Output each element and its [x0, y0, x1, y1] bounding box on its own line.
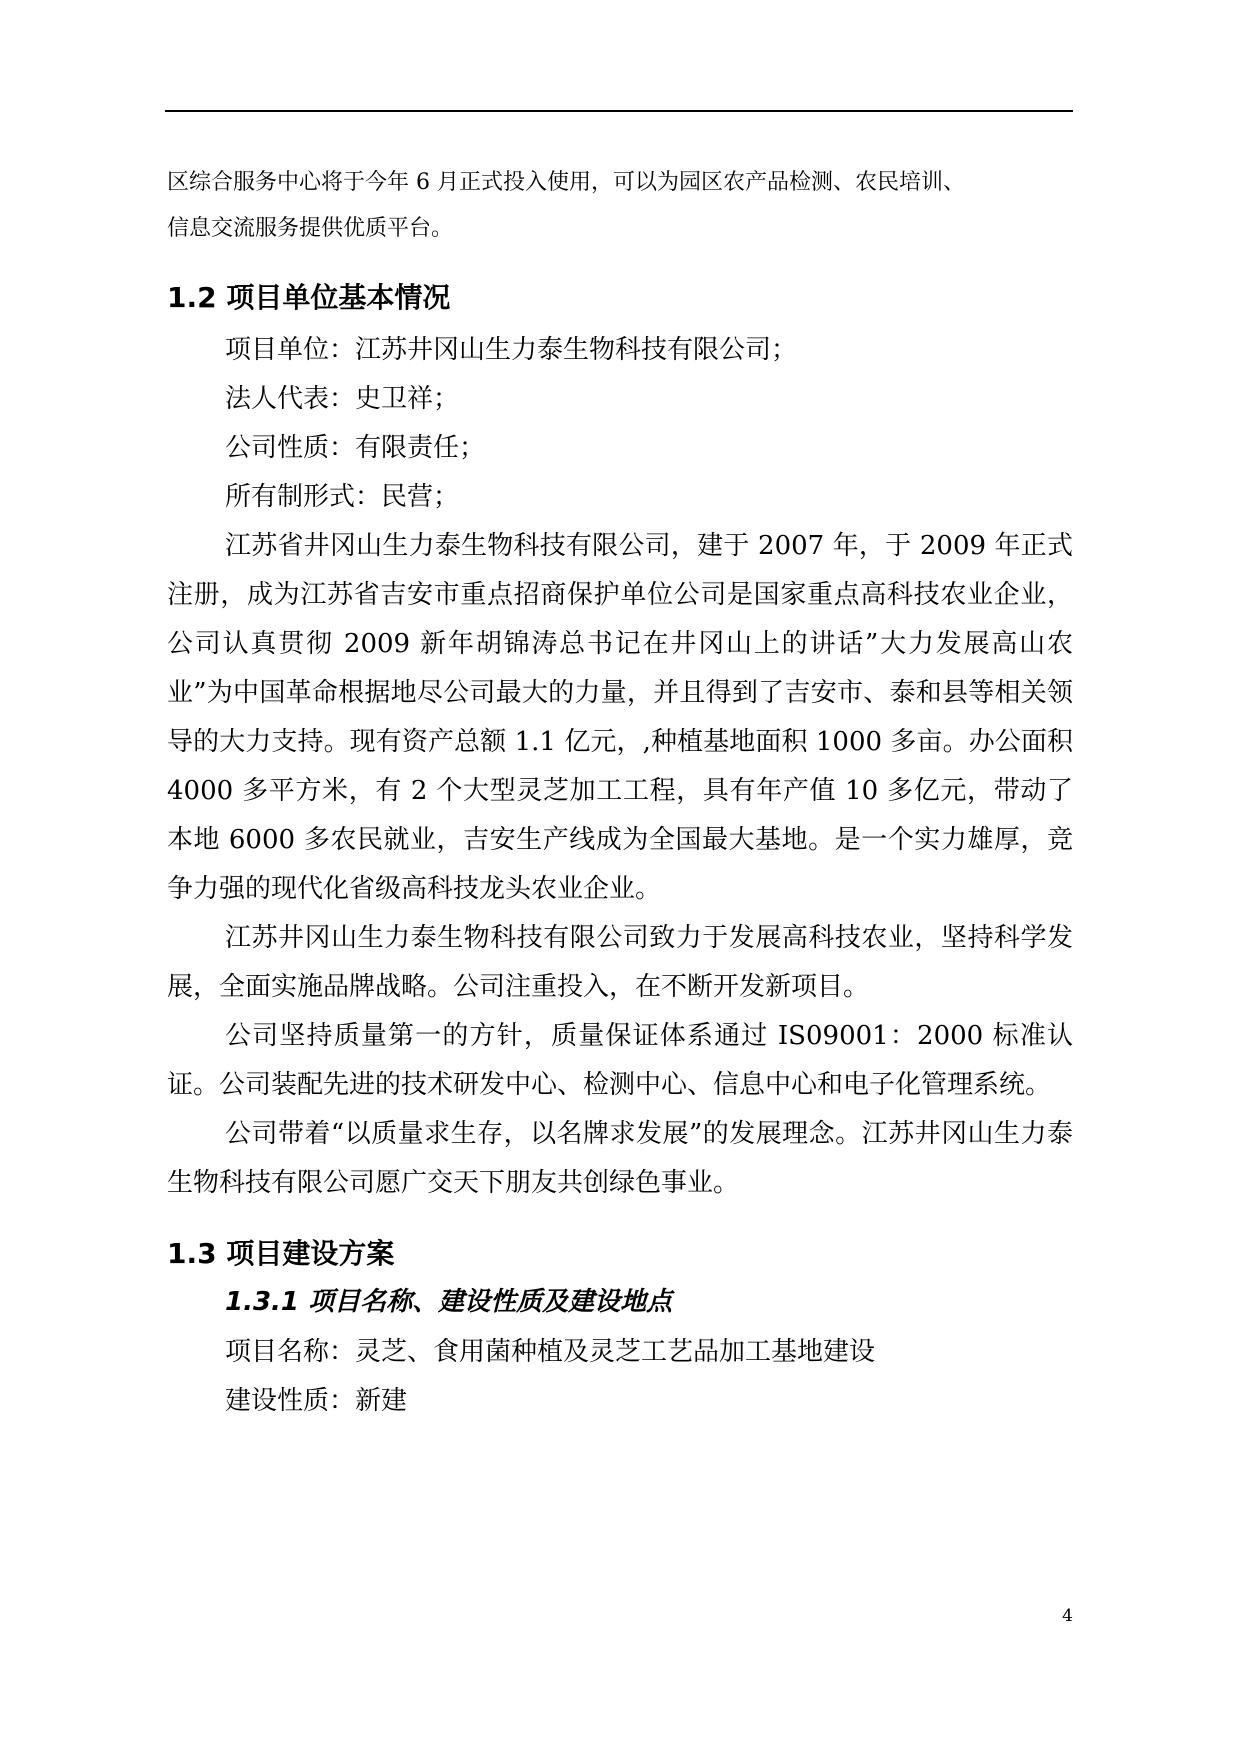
page-body	[167, 160, 1073, 1426]
field-ownership-form: 所有制形式：民营；	[225, 482, 460, 512]
section-heading-1-3: 1.3 项目建设方案	[167, 1237, 395, 1270]
intro-line-2: 信息交流服务提供优质平台。	[167, 216, 454, 241]
field-legal-representative: 法人代表：史卫祥；	[225, 384, 460, 414]
company-philosophy-paragraph: 公司带着“以质量求生存，以名牌求发展”的发展理念。江苏井冈山生力泰生物科技有限公司愿广交天下朋友共创绿色事业。	[167, 1119, 1073, 1198]
section-heading-1-2: 1.2 项目单位基本情况	[167, 281, 451, 314]
company-development-paragraph: 江苏井冈山生力泰生物科技有限公司致力于发展高科技农业，坚持科学发展，全面实施品牌战略。公司注重投入，在不断开发新项目。	[167, 923, 1073, 1002]
intro-line-1: 区综合服务中心将于今年 6 月正式投入使用，可以为园区农产品检测、农民培训、	[167, 170, 965, 195]
field-project-name: 项目名称：灵芝、食用菌种植及灵芝工艺品加工基地建设	[225, 1337, 876, 1367]
intro-paragraph	[167, 160, 1073, 252]
page-number: 4	[1062, 1606, 1073, 1626]
quality-policy-paragraph: 公司坚持质量第一的方针，质量保证体系通过 IS09001：2000 标准认证。公司装配先进的技术研发中心、检测中心、信息中心和电子化管理系统。	[167, 1021, 1073, 1100]
header-rule	[165, 110, 1073, 112]
field-company-nature: 公司性质：有限责任；	[225, 433, 486, 463]
field-project-unit: 项目单位：江苏井冈山生力泰生物科技有限公司；	[225, 335, 798, 365]
subsection-heading-1-3-1: 1.3.1 项目名称、建设性质及建设地点	[225, 1287, 673, 1317]
field-construction-nature: 建设性质：新建	[225, 1386, 408, 1416]
company-profile-paragraph: 江苏省井冈山生力泰生物科技有限公司，建于 2007 年，于 2009 年正式注册，成为江苏省吉安市重点招商保护单位公司是国家重点高科技农业企业，公司认真贯彻 2009 新年胡锦涛总书记在井冈山上的讲话”大力发展高山农业”为中国革命根据地尽公司最大的力量，并且得到了吉安市、泰和县等相关领导的大力支持。现有资产总额 1.1 亿元，,种植基地面积 1000 多亩。办公面积 4000 多平方米，有 2 个大型灵芝加工工程，具有年产值 10 多亿元，带动了本地 6000 多农民就业，吉安生产线成为全国最大基地。是一个实力雄厚，竞争力强的现代化省级高科技龙头农业企业。	[167, 531, 1073, 904]
